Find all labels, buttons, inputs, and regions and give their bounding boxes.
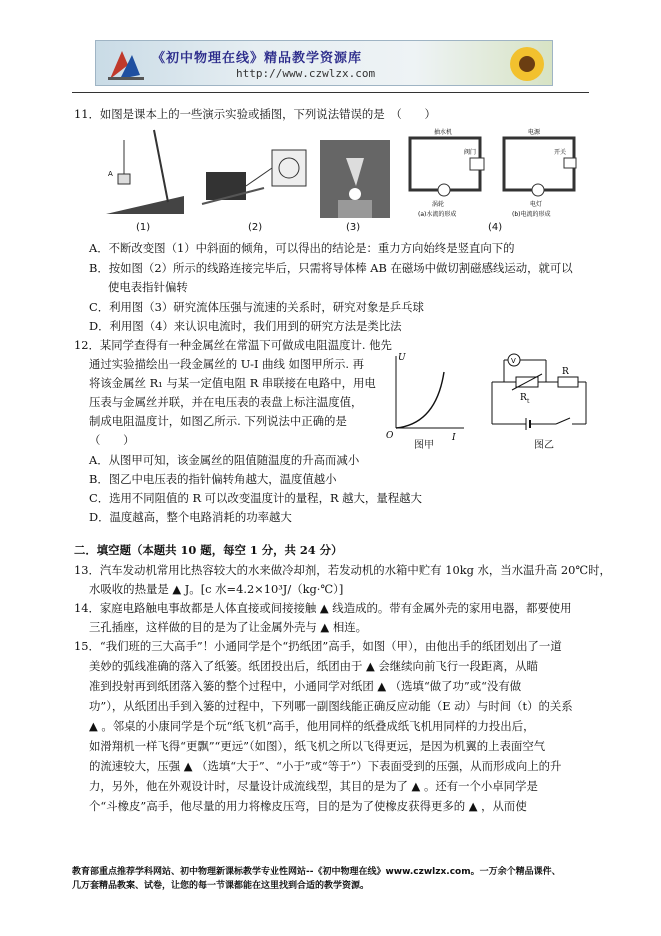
- fig4-label-lamp: 电灯: [530, 201, 543, 208]
- q12-stem-6: （ ）: [89, 433, 135, 447]
- q11-caption-2: (2): [248, 222, 263, 233]
- q11-option-b: B．按如图（2）所示的线路连接完毕后，只需将导体棒 AB 在磁场中做切割磁感线运动，就可以: [89, 261, 573, 275]
- fig4-label-switch: 开关: [554, 149, 567, 156]
- q12-graph-caption: 图甲: [414, 440, 434, 451]
- q12-stem-2: 通过实验描绘出一段金属丝的 U-I 曲线 如图甲所示. 再: [89, 357, 365, 371]
- q12-circuit-yi: [482, 348, 598, 438]
- q15-line-4: 功”），从纸团出手到入篓的过程中，下列哪一副图线能正确反应动能（E 动）与时间（t）的关系: [89, 699, 573, 713]
- section2-title: 二．填空题（本题共 10 题，每空 1 分，共 24 分）: [74, 543, 343, 557]
- footer-line-2: 几万套精品教案、试卷，让您的每一节课都能在这里找到合适的教学资源。: [72, 881, 370, 891]
- q15-line-9: 个“斗橡皮”高手，他尽量的用力将橡皮压弯，目的是为了使橡皮获得更多的 ▲ ，从而使: [89, 799, 527, 813]
- q15-line-7: 的流速较大，压强 ▲ （选填“大于”、“小于”或“等于”）下表面受到的压强，从而形成向上的升: [89, 759, 562, 773]
- q11-option-d: D．利用图（4）来认识电流时，我们用到的研究方法是类比法: [89, 319, 402, 333]
- footer-line-1: 教育部重点推荐学科网站、初中物理新课标教学专业性网站--《初中物理在线》www.czwlzx.com。一万余个精品课件、: [72, 867, 561, 877]
- fig4-label-turbine: 涡轮: [432, 201, 445, 208]
- q15-line-3: 准到投射再到纸团落入篓的整个过程中，小通同学对纸团 ▲ （选填“做了功”或“没有做: [89, 679, 522, 693]
- q13-line-1: 13．汽车发动机常用比热容较大的水来做冷却剂，若发动机的水箱中贮有 10kg 水，当水温升高 20℃时，: [74, 563, 611, 577]
- q12-circuit-caption: 图乙: [534, 440, 554, 451]
- header-title: 《初中物理在线》精品教学资源库: [152, 51, 363, 66]
- fig4-label-source: 电源: [528, 129, 541, 136]
- q11-figure-1: [104, 126, 186, 218]
- circuit-rt-subscript: t: [527, 398, 530, 405]
- fig4-label-water: (a)水流的形成: [418, 211, 457, 218]
- q15-line-6: 如滑翔机一样飞得“更飘”“更远”（如图），纸飞机之所以飞得更远，是因为机翼的上表面空气: [89, 739, 546, 753]
- q12-stem-1: 12．某同学查得有一种金属丝在常温下可做成电阻温度计. 他先: [74, 338, 392, 352]
- q11-caption-4: (4): [488, 222, 503, 233]
- fig4-label-current: (b)电流的形成: [512, 211, 551, 218]
- q13-line-2: 水吸收的热量是 ▲ J。[c 水=4.2×10³J/（kg·℃）]: [89, 582, 344, 596]
- q11-stem: 11．如图是课本上的一些演示实验或插图，下列说法错误的是 （ ）: [74, 107, 436, 121]
- q12-option-d: D．温度越高，整个电路消耗的功率越大: [89, 510, 292, 524]
- graph-origin-label: O: [386, 431, 394, 441]
- q12-option-a: A．从图甲可知，该金属丝的阻值随温度的升高而减小: [89, 453, 360, 467]
- fig4-label-pump: 抽水机: [434, 129, 453, 136]
- q11-figure-2: [200, 148, 310, 218]
- q12-stem-4: 压表与金属丝并联，并在电压表的表盘上标注温度值，: [89, 395, 363, 409]
- graph-i-label: I: [452, 433, 456, 443]
- q12-stem-5: 制成电阻温度计，如图乙所示. 下列说法中正确的是: [89, 414, 347, 428]
- header-rule: [72, 92, 589, 93]
- q15-line-8: 力，另外，他在外观设计时，尽量设计成流线型，其目的是为了 ▲ 。还有一个小卓同学是: [89, 779, 538, 793]
- q11-caption-3: (3): [346, 222, 361, 233]
- q11-caption-1: (1): [136, 222, 151, 233]
- circuit-voltmeter-label: V: [511, 357, 516, 365]
- q11-figure-4: [404, 124, 582, 220]
- fig4-label-valve: 阀门: [464, 149, 477, 156]
- q12-option-b: B．图乙中电压表的指针偏转角越大，温度值越小: [89, 472, 337, 486]
- q15-line-2: 美妙的弧线准确的落入了纸篓。纸团投出后，纸团由于 ▲ 会继续向前飞行一段距离，从瞄: [89, 659, 538, 673]
- svg-text:A: A: [108, 170, 113, 178]
- sunflower-icon: [504, 43, 550, 85]
- q12-option-c: C．选用不同阻值的 R 可以改变温度计的量程，R 越大，量程越大: [89, 491, 422, 505]
- q12-stem-3: 将该金属丝 R₁ 与某一定值电阻 R 串联接在电路中，用电: [89, 376, 376, 390]
- q11-option-c: C．利用图（3）研究流体压强与流速的关系时，研究对象是乒乓球: [89, 300, 424, 314]
- q12-graph-jia: [384, 350, 468, 446]
- circuit-r-label: R: [562, 367, 569, 377]
- q15-line-1: 15．“我们班的三大高手”！小通同学是个“扔纸团”高手，如图（甲），由他出手的纸团划出了一道: [74, 639, 562, 653]
- q14-line-1: 14．家庭电路触电事故都是人体直接或间接接触 ▲ 线造成的。带有金属外壳的家用电器，都要使用: [74, 601, 572, 615]
- graph-u-label: U: [398, 353, 406, 363]
- circuit-rt-label: R: [520, 393, 527, 403]
- header-url[interactable]: http://www.czwlzx.com: [236, 67, 376, 80]
- q11-option-a: A．不断改变图（1）中斜面的倾角，可以得出的结论是：重力方向始终是竖直向下的: [89, 241, 515, 255]
- header-banner: [95, 40, 553, 86]
- q15-line-5: ▲ 。邻桌的小康同学是个玩“纸飞机”高手，他用同样的纸叠成纸飞机用同样的力投出后，: [89, 719, 535, 733]
- site-logo: [106, 45, 146, 83]
- q11-option-b-cont: 使电表指针偏转: [108, 280, 188, 294]
- q14-line-2: 三孔插座，这样做的目的是为了让金属外壳与 ▲ 相连。: [89, 620, 367, 634]
- q11-figure-3: [320, 140, 390, 218]
